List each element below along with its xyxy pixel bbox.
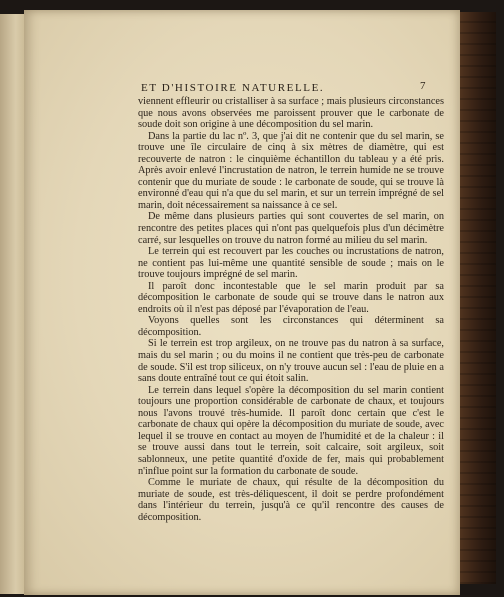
paragraph: Voyons quelles sont les circonstances qui déterminent sa décomposition. <box>138 315 444 338</box>
paragraph: Le terrein dans lequel s'opère la décomposition du sel marin contient toujours une proportion considérable de carbonate de chaux, et toujours nous l'avons trouvé très-humide. Il paroît donc certain que c'est le carbonate de chaux qui opère la décomposition du muriate de soude, avec lequel il se trouve en contact au moyen de l'humidité et de la chaleur : il se trouve aussi dans tout le terrein, soit calcaire, soit argileux, soit sablonneux, une petite quantité d'oxide de fer, mais qui probablement n'influe point sur la formation du carbonate de soude. <box>138 384 444 477</box>
page-number: 7 <box>420 80 426 92</box>
paragraph: Le terrein qui est recouvert par les couches ou incrustations de natron, ne contient pas lui-même une quantité sensible de soude ; mais on le trouve toujours imprégné de sel marin. <box>138 246 444 281</box>
paragraph: Il paroît donc incontestable que le sel marin produit par sa décomposition le carbonate de soude qui se trouve dans le natron aux endroits où il n'est pas déposé par l'évaporation de l'eau. <box>138 280 444 315</box>
paragraph: De même dans plusieurs parties qui sont couvertes de sel marin, on rencontre des petites places qui n'ont pas quelquefois plus d'un décimètre carré, sur lesquelles on trouve du natron formé au milieu du sel marin. <box>138 211 444 246</box>
facing-page-edge <box>0 14 26 594</box>
paragraph: Si le terrein est trop argileux, on ne trouve pas du natron à sa surface, mais du sel marin ; ou du moins il ne contient que très-peu de carbonate de soude. S'il est trop siliceux, on n'y trouve aucun sel : l'eau de pluie en a sans doute entraîné tout ce qui étoit salin. <box>138 338 444 385</box>
paragraph: Dans la partie du lac nº. 3, que j'ai dit ne contenir que du sel marin, se trouve une île circulaire de cinq à six mètres de diamètre, qui est recouverte de natron : le cinquième échantillon du tableau y a été pris. Après avoir enlevé l'incrustation de natron, le terrein humide ne se trouve contenir que du muriate de soude : le carbonate de soude, qui se trouve là environné d'eau qui n'a que du sel marin, et sur un terrein imprégné de sel marin, doit nécessairement sa naissance à ce sel. <box>138 130 444 211</box>
paragraph: viennent effleurir ou cristalliser à sa surface ; mais plusieurs circonstances que nous avons observées me paroissent prouver que le carbonate de soude doit son origine à une décomposition du sel marin. <box>138 96 444 131</box>
page-text <box>138 96 444 523</box>
book-page <box>24 10 460 595</box>
running-head: ET D'HISTOIRE NATURELLE. <box>141 82 325 94</box>
paragraph: Comme le muriate de chaux, qui résulte de la décomposition du muriate de soude, est très-déliquescent, il doit se perdre profondément dans l'intérieur du terrein, jusqu'à ce qu'il rencontre des causes de décomposition. <box>138 477 444 523</box>
